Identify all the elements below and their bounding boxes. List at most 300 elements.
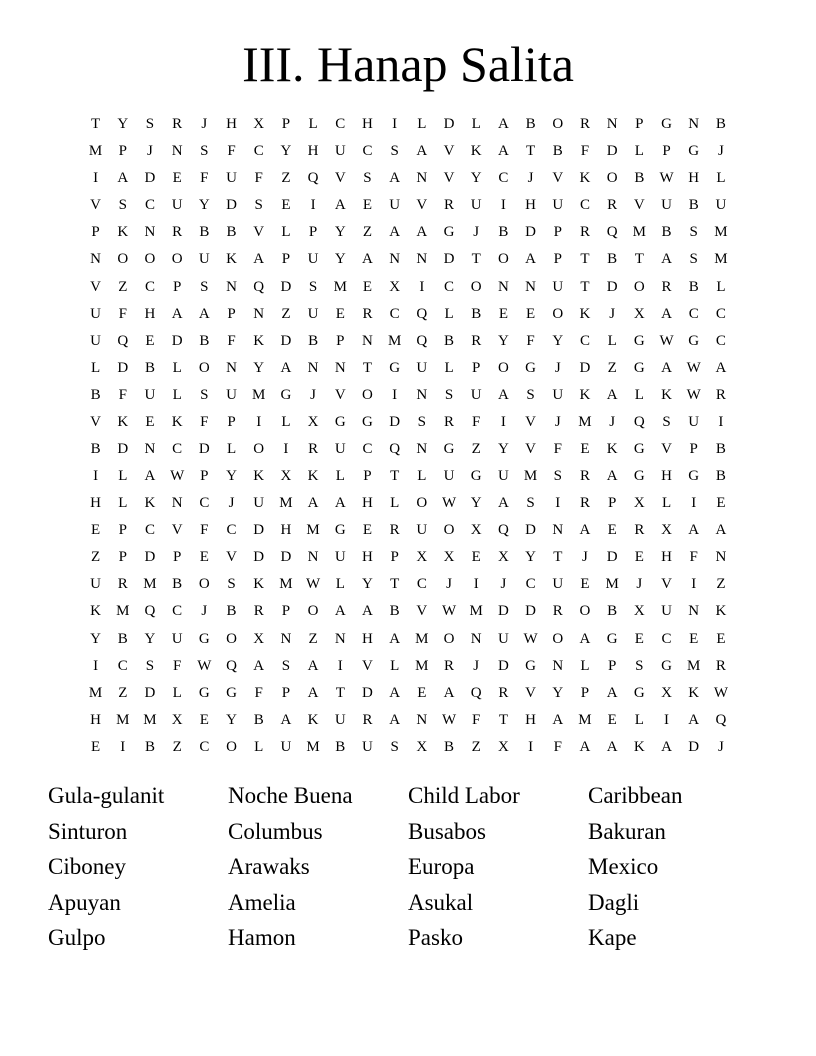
grid-letter: T — [634, 251, 644, 268]
grid-letter: O — [226, 630, 237, 647]
grid-letter: C — [226, 522, 237, 539]
grid-letter: G — [198, 630, 210, 647]
grid-letter: E — [607, 711, 617, 728]
grid-letter: Y — [470, 495, 482, 512]
grid-letter: G — [334, 522, 346, 539]
grid-letter: N — [280, 630, 292, 647]
grid-letter: M — [415, 630, 429, 647]
grid-letter: I — [473, 576, 479, 593]
grid-letter: J — [201, 116, 208, 133]
grid-letter: M — [88, 143, 103, 160]
grid-letter: E — [362, 522, 373, 539]
grid-letter: N — [144, 440, 156, 457]
grid-letter: P — [607, 657, 617, 674]
grid-letter: V — [90, 413, 102, 430]
grid-letter: Q — [253, 278, 265, 295]
grid-letter: D — [144, 684, 156, 701]
grid-letter: L — [634, 386, 644, 403]
grid-letter: D — [497, 657, 509, 674]
grid-letter: F — [254, 170, 263, 187]
grid-letter: R — [634, 522, 645, 539]
grid-letter: D — [443, 116, 455, 133]
grid-letter: L — [444, 305, 454, 322]
grid-letter: B — [688, 197, 699, 214]
grid-letter: F — [472, 711, 481, 728]
grid-letter: F — [118, 386, 127, 403]
grid-letter: O — [117, 251, 129, 268]
grid-letter: D — [117, 440, 129, 457]
grid-letter: W — [441, 711, 457, 728]
grid-letter: M — [687, 657, 701, 674]
grid-letter: E — [716, 495, 726, 512]
grid-letter: M — [714, 251, 728, 268]
grid-letter: L — [172, 386, 182, 403]
grid-letter: P — [308, 224, 318, 241]
grid-letter: V — [633, 197, 645, 214]
grid-letter: O — [579, 603, 591, 620]
grid-letter: C — [715, 332, 726, 349]
grid-letter: R — [117, 576, 128, 593]
grid-letter: D — [443, 251, 455, 268]
grid-letter: F — [580, 143, 590, 160]
grid-row — [82, 490, 735, 517]
grid-letter: K — [579, 170, 591, 187]
grid-letter: E — [199, 549, 209, 566]
grid-letter: P — [363, 468, 372, 485]
grid-row — [82, 382, 735, 409]
grid-letter: C — [389, 305, 400, 322]
grid-letter: D — [497, 603, 509, 620]
grid-letter: G — [389, 359, 401, 376]
grid-letter: G — [198, 684, 210, 701]
grid-letter: S — [254, 197, 263, 214]
grid-row — [82, 517, 735, 544]
grid-letter: R — [715, 386, 726, 403]
grid-row — [82, 625, 735, 652]
grid-letter: A — [389, 711, 401, 728]
grid-letter: U — [552, 197, 564, 214]
grid-letter: N — [552, 657, 564, 674]
grid-row — [82, 111, 735, 138]
grid-letter: S — [308, 278, 318, 295]
grid-letter: M — [252, 386, 266, 403]
grid-letter: A — [579, 630, 591, 647]
grid-letter: R — [579, 495, 590, 512]
grid-letter: B — [552, 143, 563, 160]
grid-letter: U — [552, 386, 564, 403]
grid-letter: W — [659, 332, 674, 349]
grid-letter: N — [307, 549, 319, 566]
grid-letter: H — [90, 711, 102, 728]
grid-letter: P — [607, 495, 617, 512]
grid-letter: X — [470, 522, 482, 539]
grid-letter: D — [525, 603, 537, 620]
grid-letter: O — [198, 576, 210, 593]
word-list-item: Gulpo — [48, 925, 106, 950]
grid-letter: P — [580, 684, 590, 701]
grid-letter: M — [523, 468, 538, 485]
grid-letter: U — [307, 251, 319, 268]
grid-letter: X — [633, 603, 645, 620]
grid-letter: V — [443, 143, 455, 160]
grid-letter: O — [443, 522, 455, 539]
grid-letter: M — [116, 711, 130, 728]
grid-letter: I — [93, 657, 99, 674]
grid-letter: O — [307, 603, 319, 620]
grid-letter: I — [555, 495, 561, 512]
grid-letter: Q — [606, 224, 618, 241]
grid-letter: M — [578, 711, 592, 728]
grid-letter: S — [227, 576, 236, 593]
grid-letter: S — [689, 224, 698, 241]
grid-letter: A — [280, 711, 292, 728]
grid-letter: C — [688, 305, 699, 322]
word-list-item: Kape — [588, 925, 637, 950]
grid-row — [82, 165, 735, 192]
grid-letter: V — [334, 386, 346, 403]
grid-letter: X — [253, 630, 265, 647]
grid-letter: I — [93, 468, 99, 485]
grid-letter: A — [688, 711, 700, 728]
grid-letter: Q — [633, 413, 645, 430]
grid-letter: V — [661, 576, 672, 593]
grid-letter: I — [664, 711, 670, 728]
grid-letter: U — [661, 603, 672, 620]
grid-letter: N — [144, 224, 156, 241]
grid-letter: W — [686, 359, 701, 376]
grid-letter: N — [226, 359, 237, 376]
grid-letter: C — [144, 522, 155, 539]
grid-letter: G — [606, 630, 618, 647]
grid-letter: T — [390, 468, 400, 485]
grid-letter: L — [118, 495, 128, 512]
grid-letter: X — [171, 711, 183, 728]
grid-letter: G — [470, 468, 482, 485]
grid-letter: E — [580, 440, 590, 457]
grid-letter: C — [579, 332, 590, 349]
grid-letter: P — [281, 603, 291, 620]
grid-letter: I — [419, 278, 425, 295]
grid-letter: N — [416, 386, 428, 403]
grid-letter: D — [525, 522, 537, 539]
grid-letter: N — [307, 359, 319, 376]
grid-row — [82, 409, 735, 436]
grid-letter: F — [200, 413, 209, 430]
grid-letter: U — [661, 197, 672, 214]
grid-letter: A — [497, 116, 509, 133]
grid-letter: U — [253, 495, 265, 512]
grid-letter: O — [552, 116, 564, 133]
grid-letter: P — [281, 251, 291, 268]
grid-letter: Y — [117, 116, 129, 133]
grid-letter: Z — [281, 170, 291, 187]
grid-letter: B — [498, 224, 509, 241]
grid-letter: E — [172, 170, 182, 187]
word-list-item: Europa — [408, 854, 475, 879]
grid-letter: U — [416, 522, 428, 539]
grid-letter: B — [308, 332, 319, 349]
grid-letter: M — [415, 657, 429, 674]
grid-letter: A — [334, 495, 346, 512]
word-list-item: Caribbean — [588, 783, 683, 808]
grid-letter: E — [634, 549, 644, 566]
grid-letter: G — [280, 386, 292, 403]
grid-letter: Z — [362, 224, 373, 241]
grid-letter: A — [606, 738, 618, 755]
grid-letter: O — [443, 630, 455, 647]
grid-letter: U — [416, 359, 428, 376]
grid-letter: D — [253, 549, 265, 566]
grid-letter: R — [444, 413, 455, 430]
grid-letter: R — [579, 116, 590, 133]
grid-letter: C — [498, 170, 509, 187]
grid-letter: X — [416, 549, 428, 566]
grid-letter: T — [335, 684, 345, 701]
grid-letter: G — [661, 116, 672, 133]
grid-letter: L — [580, 657, 590, 674]
grid-letter: U — [497, 630, 509, 647]
grid-row — [82, 653, 735, 680]
grid-letter: V — [443, 170, 455, 187]
grid-letter: K — [661, 386, 672, 403]
grid-letter: Q — [470, 684, 482, 701]
grid-letter: H — [90, 495, 102, 512]
grid-letter: L — [91, 359, 101, 376]
grid-letter: A — [497, 143, 509, 160]
grid-letter: K — [606, 440, 618, 457]
grid-letter: E — [471, 549, 481, 566]
word-search-grid — [82, 111, 735, 761]
grid-letter: R — [172, 224, 183, 241]
grid-letter: N — [334, 359, 346, 376]
grid-letter: X — [443, 549, 455, 566]
grid-letter: M — [714, 224, 728, 241]
grid-letter: O — [552, 630, 564, 647]
grid-letter: E — [362, 197, 373, 214]
grid-letter: L — [444, 359, 454, 376]
grid-letter: X — [307, 413, 319, 430]
grid-letter: R — [172, 116, 183, 133]
grid-letter: D — [171, 332, 183, 349]
grid-letter: E — [634, 630, 644, 647]
grid-row — [82, 436, 735, 463]
grid-letter: H — [688, 170, 700, 187]
grid-row — [82, 138, 735, 165]
grid-letter: J — [201, 603, 208, 620]
grid-letter: F — [689, 549, 698, 566]
grid-letter: M — [306, 522, 320, 539]
grid-letter: L — [335, 576, 345, 593]
grid-letter: D — [144, 170, 156, 187]
grid-letter: E — [526, 305, 536, 322]
grid-letter: R — [308, 440, 319, 457]
grid-letter: S — [689, 251, 698, 268]
grid-letter: S — [526, 495, 535, 512]
grid-letter: J — [609, 305, 616, 322]
grid-letter: B — [444, 738, 455, 755]
grid-letter: L — [661, 495, 672, 512]
grid-letter: B — [471, 305, 482, 322]
grid-letter: I — [310, 197, 316, 214]
grid-letter: R — [498, 684, 509, 701]
grid-letter: E — [417, 684, 427, 701]
grid-letter: B — [226, 224, 237, 241]
word-list-item: Hamon — [228, 925, 296, 950]
grid-letter: L — [716, 278, 726, 295]
grid-row — [82, 571, 735, 598]
grid-letter: T — [498, 711, 508, 728]
grid-letter: D — [606, 278, 618, 295]
grid-letter: H — [525, 197, 537, 214]
grid-letter: R — [389, 522, 400, 539]
grid-letter: Z — [172, 738, 182, 755]
grid-letter: R — [661, 278, 672, 295]
grid-letter: J — [717, 738, 724, 755]
grid-letter: G — [443, 224, 455, 241]
grid-letter: U — [334, 143, 346, 160]
grid-letter: P — [91, 224, 100, 241]
grid-letter: S — [635, 657, 644, 674]
grid-letter: L — [226, 440, 237, 457]
grid-letter: E — [335, 305, 345, 322]
grid-letter: Z — [118, 278, 128, 295]
grid-letter: B — [634, 170, 645, 187]
grid-row — [82, 463, 735, 490]
grid-letter: N — [470, 630, 482, 647]
grid-letter: B — [688, 278, 699, 295]
grid-letter: L — [417, 468, 427, 485]
grid-letter: A — [416, 143, 428, 160]
grid-letter: Z — [308, 630, 318, 647]
grid-letter: C — [525, 576, 536, 593]
grid-letter: M — [143, 711, 157, 728]
grid-letter: F — [553, 440, 562, 457]
grid-letter: Y — [525, 549, 537, 566]
grid-row — [82, 544, 735, 571]
grid-letter: K — [226, 251, 237, 268]
grid-letter: Y — [334, 224, 346, 241]
grid-letter: F — [118, 305, 127, 322]
grid-letter: T — [553, 549, 563, 566]
grid-letter: Q — [307, 170, 319, 187]
grid-letter: W — [306, 576, 321, 593]
grid-letter: C — [253, 143, 264, 160]
grid-letter: G — [688, 468, 700, 485]
grid-letter: U — [226, 386, 237, 403]
grid-letter: A — [362, 251, 373, 268]
grid-letter: C — [199, 495, 210, 512]
grid-letter: X — [661, 684, 672, 701]
grid-letter: A — [334, 603, 346, 620]
grid-letter: W — [686, 386, 701, 403]
grid-letter: P — [227, 413, 236, 430]
grid-letter: M — [279, 576, 293, 593]
grid-letter: A — [715, 359, 727, 376]
grid-letter: Y — [362, 576, 373, 593]
grid-letter: K — [579, 386, 591, 403]
grid-letter: J — [636, 576, 643, 593]
grid-letter: U — [90, 576, 102, 593]
word-list-item: Child Labor — [408, 783, 520, 808]
grid-letter: I — [500, 197, 506, 214]
grid-letter: K — [171, 413, 183, 430]
grid-letter: Y — [90, 630, 102, 647]
grid-letter: S — [444, 386, 454, 403]
grid-letter: D — [606, 143, 618, 160]
grid-letter: J — [473, 657, 480, 674]
grid-letter: J — [527, 170, 534, 187]
grid-letter: A — [579, 738, 591, 755]
grid-letter: A — [389, 684, 401, 701]
grid-letter: L — [716, 170, 726, 187]
grid-letter: N — [525, 278, 537, 295]
grid-letter: W — [197, 657, 212, 674]
grid-letter: Q — [715, 711, 727, 728]
grid-letter: H — [362, 549, 373, 566]
grid-letter: A — [661, 359, 672, 376]
grid-letter: Q — [226, 657, 237, 674]
grid-letter: R — [552, 603, 563, 620]
grid-letter: T — [580, 278, 590, 295]
grid-letter: V — [661, 440, 672, 457]
grid-letter: E — [199, 711, 209, 728]
grid-letter: L — [634, 143, 644, 160]
grid-letter: M — [143, 576, 157, 593]
grid-letter: G — [633, 684, 645, 701]
word-list — [48, 782, 768, 960]
grid-letter: N — [171, 495, 183, 512]
grid-letter: E — [689, 630, 699, 647]
grid-letter: W — [170, 468, 185, 485]
grid-letter: O — [470, 278, 482, 295]
grid-letter: U — [171, 630, 183, 647]
grid-letter: C — [144, 278, 155, 295]
grid-letter: O — [497, 251, 509, 268]
grid-letter: H — [362, 495, 373, 512]
grid-letter: P — [227, 305, 236, 322]
grid-letter: V — [334, 170, 346, 187]
grid-letter: N — [90, 251, 102, 268]
grid-letter: M — [605, 576, 619, 593]
grid-letter: S — [390, 143, 399, 160]
grid-letter: J — [147, 143, 153, 160]
grid-letter: S — [417, 413, 427, 430]
grid-letter: Y — [552, 332, 564, 349]
grid-letter: V — [525, 440, 537, 457]
grid-letter: A — [497, 495, 509, 512]
grid-row — [82, 355, 735, 382]
grid-letter: J — [228, 495, 235, 512]
grid-letter: C — [661, 630, 672, 647]
grid-letter: E — [716, 630, 726, 647]
grid-letter: B — [335, 738, 346, 755]
grid-letter: N — [497, 278, 509, 295]
grid-letter: Y — [334, 251, 346, 268]
grid-letter: A — [525, 251, 537, 268]
grid-letter: U — [443, 468, 455, 485]
grid-letter: C — [362, 143, 373, 160]
grid-letter: E — [91, 738, 101, 755]
grid-letter: M — [632, 224, 647, 241]
grid-letter: A — [497, 386, 509, 403]
grid-letter: U — [280, 738, 292, 755]
grid-letter: F — [526, 332, 535, 349]
grid-letter: S — [145, 116, 155, 133]
grid-letter: O — [362, 386, 373, 403]
grid-letter: K — [715, 603, 727, 620]
word-list-item: Apuyan — [48, 889, 121, 915]
grid-letter: A — [443, 684, 455, 701]
